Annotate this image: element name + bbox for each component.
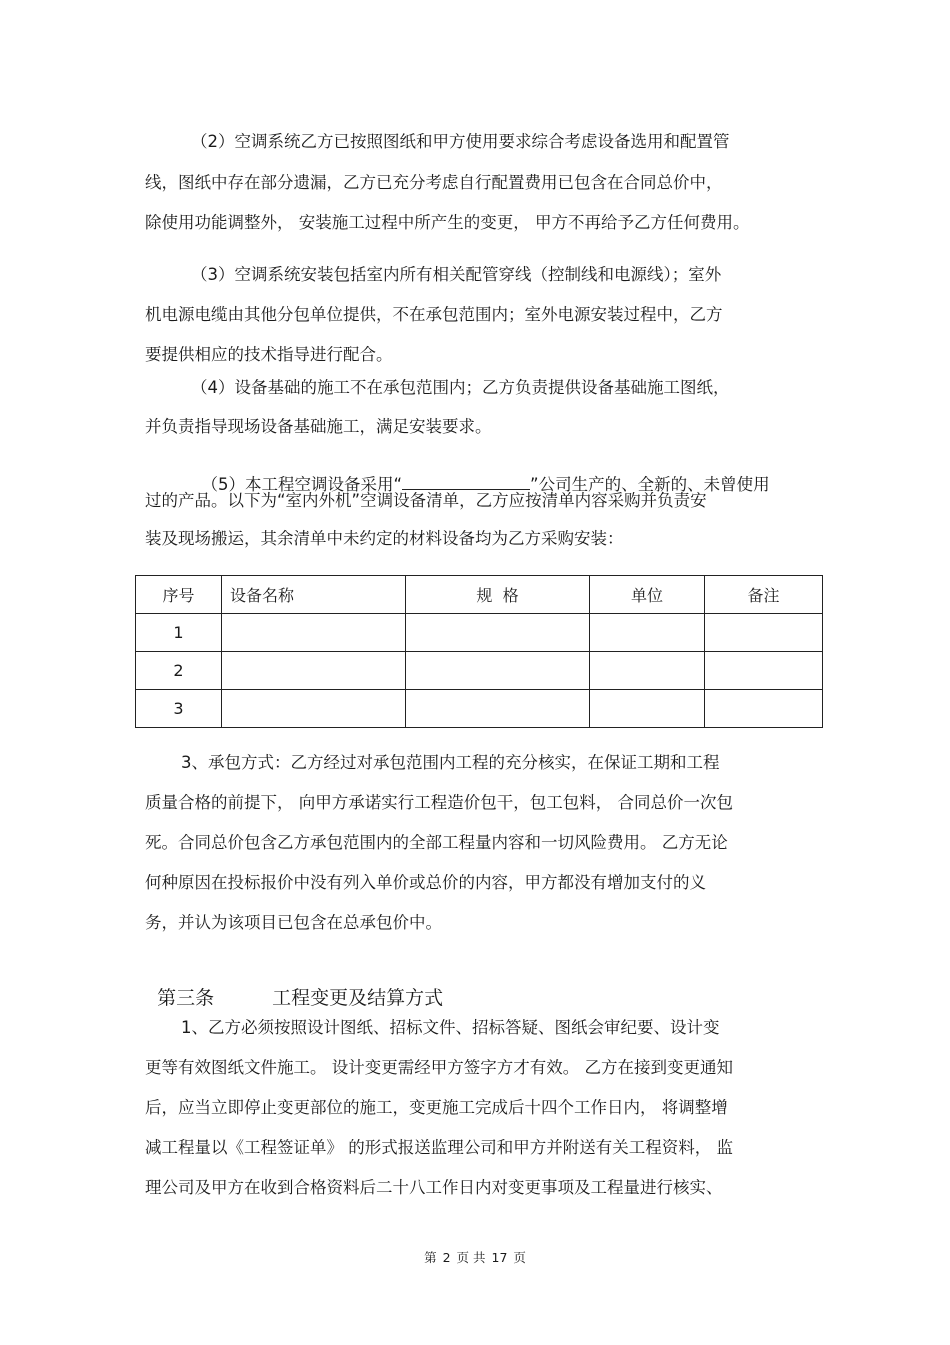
table-row xyxy=(136,690,823,728)
cell-unit xyxy=(590,652,705,690)
cell-unit xyxy=(590,614,705,652)
cell-spec xyxy=(406,652,590,690)
header-equipment-name: 设备名称 xyxy=(222,576,406,614)
contract-line-5: 务，并认为该项目已包含在总承包价中。 xyxy=(145,913,442,932)
contract-line-2: 质量合格的前提下， 向甲方承诺实行工程造价包干，包工包料， 合同总价一次包 xyxy=(145,793,733,812)
p5-line-1-after: ”公司生产的、全新的、未曾使用 xyxy=(530,475,770,494)
contract-line-3: 死。合同总价包含乙方承包范围内的全部工程量内容和一切风险费用。 乙方无论 xyxy=(145,833,728,852)
row-index: 2 xyxy=(136,652,222,690)
p2-line-3: 除使用功能调整外， 安装施工过程中所产生的变更， 甲方不再给予乙方任何费用。 xyxy=(145,213,750,232)
header-index: 序号 xyxy=(136,576,222,614)
change-line-4: 减工程量以《工程签证单》 的形式报送监理公司和甲方并附送有关工程资料， 监 xyxy=(145,1138,733,1157)
table-row xyxy=(136,614,823,652)
supplier-blank-field[interactable] xyxy=(402,475,530,490)
page-footer xyxy=(0,1248,950,1266)
change-line-1: 1、乙方必须按照设计图纸、招标文件、招标答疑、图纸会审纪要、设计变 xyxy=(181,1018,720,1037)
contract-line-4: 何种原因在投标报价中没有列入单价或总价的内容，甲方都没有增加支付的义 xyxy=(145,873,706,892)
cell-equipment-name xyxy=(222,652,406,690)
cell-remark xyxy=(705,652,823,690)
p5-line-2: 过的产品。以下为“室内外机”空调设备清单，乙方应按清单内容采购并负责安 xyxy=(145,491,707,510)
p3-line-1: （3）空调系统安装包括室内所有相关配管穿线（控制线和电源线）；室外 xyxy=(191,265,722,284)
article-title: 工程变更及结算方式 xyxy=(272,987,444,1009)
header-remark: 备注 xyxy=(705,576,823,614)
cell-remark xyxy=(705,690,823,728)
article-3-heading xyxy=(145,962,443,1010)
header-unit: 单位 xyxy=(590,576,705,614)
equipment-table xyxy=(135,575,823,728)
footer-page-number: 2 xyxy=(442,1250,451,1265)
contract-line-1: 3、承包方式：乙方经过对承包范围内工程的充分核实，在保证工期和工程 xyxy=(181,753,720,772)
change-line-2: 更等有效图纸文件施工。 设计变更需经甲方签字方才有效。 乙方在接到变更通知 xyxy=(145,1058,733,1077)
p4-line-1: （4）设备基础的施工不在承包范围内；乙方负责提供设备基础施工图纸， xyxy=(191,378,730,397)
change-line-5: 理公司及甲方在收到合格资料后二十八工作日内对变更事项及工程量进行核实、 xyxy=(145,1178,723,1197)
cell-remark xyxy=(705,614,823,652)
p5-line-3: 装及现场搬运，其余清单中未约定的材料设备均为乙方采购安装： xyxy=(145,529,624,548)
footer-suffix: 页 xyxy=(513,1250,526,1265)
p4-line-2: 并负责指导现场设备基础施工，满足安装要求。 xyxy=(145,417,492,436)
row-index: 1 xyxy=(136,614,222,652)
p3-line-3: 要提供相应的技术指导进行配合。 xyxy=(145,345,393,364)
table-row xyxy=(136,652,823,690)
row-index: 3 xyxy=(136,690,222,728)
article-number: 第三条 xyxy=(157,987,215,1009)
p3-line-2: 机电源电缆由其他分包单位提供，不在承包范围内；室外电源安装过程中，乙方 xyxy=(145,305,723,324)
cell-equipment-name xyxy=(222,690,406,728)
footer-middle: 页 共 xyxy=(456,1250,486,1265)
cell-spec xyxy=(406,614,590,652)
change-line-3: 后，应当立即停止变更部位的施工，变更施工完成后十四个工作日内， 将调整增 xyxy=(145,1098,728,1117)
p2-line-2: 线，图纸中存在部分遗漏，乙方已充分考虑自行配置费用已包含在合同总价中， xyxy=(145,173,723,192)
cell-spec xyxy=(406,690,590,728)
footer-prefix: 第 xyxy=(424,1250,437,1265)
cell-unit xyxy=(590,690,705,728)
p2-line-1: （2）空调系统乙方已按照图纸和甲方使用要求综合考虑设备选用和配置管 xyxy=(191,132,730,151)
p5-line-1-before: （5）本工程空调设备采用“ xyxy=(201,475,403,494)
footer-total-pages: 17 xyxy=(491,1250,508,1265)
table-header-row xyxy=(136,576,823,614)
header-spec: 规 格 xyxy=(406,576,590,614)
cell-equipment-name xyxy=(222,614,406,652)
